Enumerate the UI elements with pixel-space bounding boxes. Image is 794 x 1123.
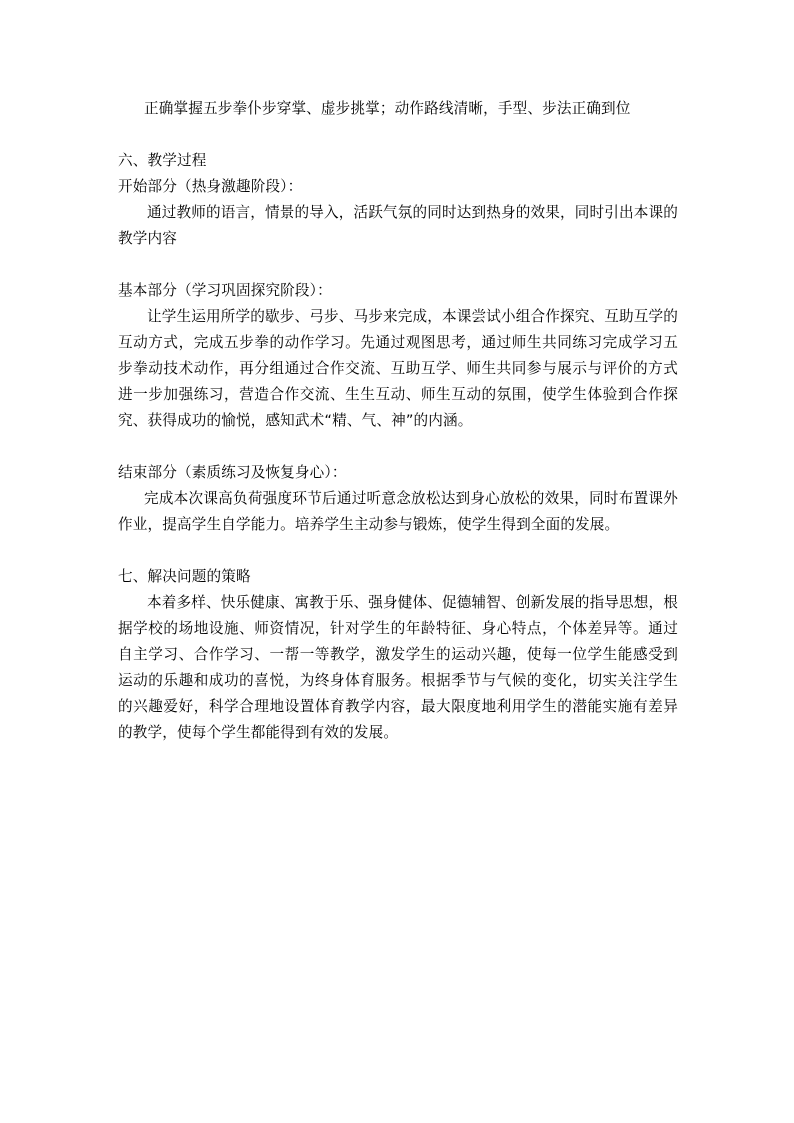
section-6-heading: 六、教学过程 (118, 152, 207, 169)
end-part-body: 完成本次课高负荷强度环节后通过听意念放松达到身心放松的效果，同时布置课外作业，提高学生自学能力。培养学生主动参与锻炼，使学生得到全面的发展。 (118, 490, 678, 533)
spacer (118, 434, 678, 460)
section-7-heading: 七、解决问题的策略 (118, 568, 251, 585)
spacer (118, 122, 678, 148)
spacer (118, 538, 678, 564)
section-7-body: 本着多样、快乐健康、寓教于乐、强身健体、促德辅智、创新发展的指导思想，根据学校的场地设施、师资情况，针对学生的年龄特征、身心特点，个体差异等。通过自主学习、合作学习、一帮一等教学，激发学生的运动兴趣，使每一位学生能感受到运动的乐趣和成功的喜悦，为终身体育服务。根据季节与气候的变化，切实关注学生的兴趣爱好，科学合理地设置体育教学内容，最大限度地利用学生的潜能实施有差异的教学，使每个学生都能得到有效的发展。 (118, 594, 678, 741)
end-part-title: 结束部分（素质练习及恢复身心）： (118, 464, 347, 481)
start-part-body: 通过教师的语言，情景的导入，活跃气氛的同时达到热身的效果，同时引出本课的教学内容 (118, 204, 678, 247)
basic-part-title: 基本部分（学习巩固探究阶段）： (118, 282, 332, 299)
document-page (118, 96, 678, 746)
intro-line: 正确掌握五步拳仆步穿掌、虚步挑掌；动作路线清晰，手型、步法正确到位 (144, 100, 631, 117)
start-part-title: 开始部分（热身激趣阶段）： (118, 178, 303, 195)
basic-part-body: 让学生运用所学的歇步、弓步、马步来完成，本课尝试小组合作探究、互助互学的互动方式，完成五步拳的动作学习。先通过观图思考，通过师生共同练习完成学习五步拳动技术动作，再分组通过合作交流、互助互学、师生共同参与展示与评价的方式进一步加强练习，营造合作交流、生生互动、师生互动的氛围，使学生体验到合作探究、获得成功的愉悦，感知武术“精、气、神”的内涵。 (118, 308, 678, 429)
spacer (118, 252, 678, 278)
